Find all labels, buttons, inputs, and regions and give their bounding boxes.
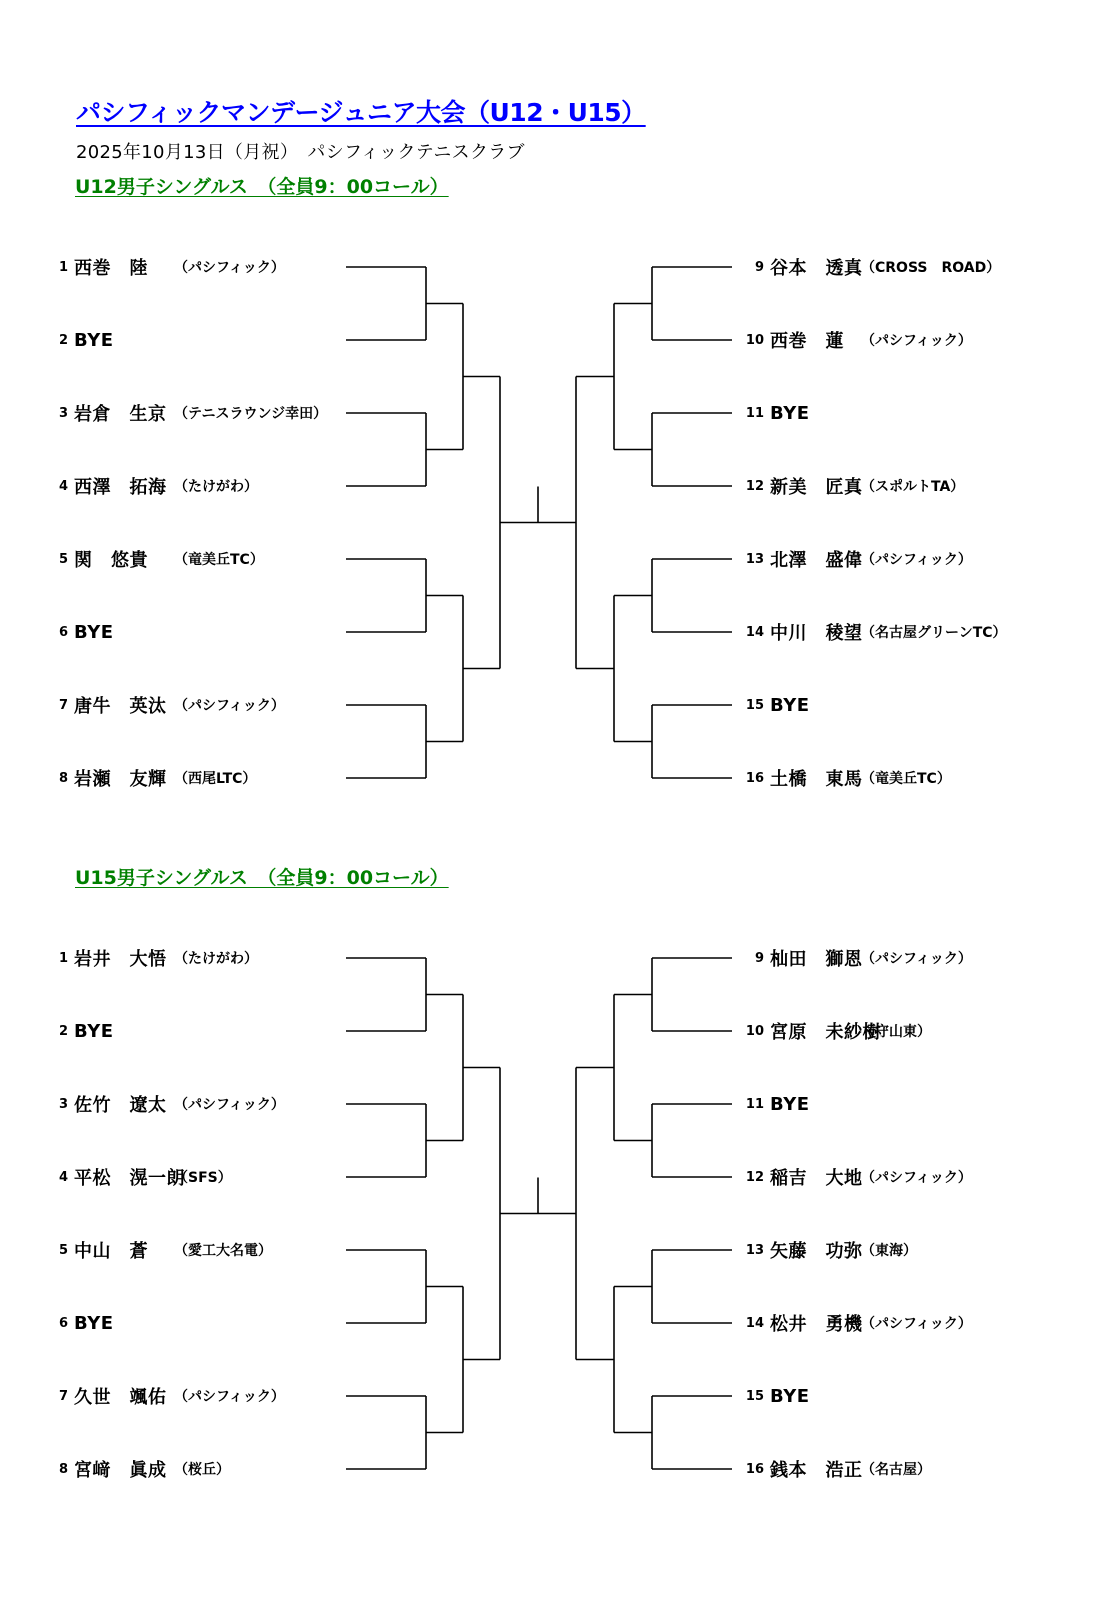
draw-entry — [738, 1237, 917, 1263]
player-club: （テニスラウンジ幸田） — [174, 406, 328, 422]
draw-entry — [54, 1164, 232, 1190]
player-club: （パシフィック） — [174, 698, 285, 714]
draw-entry — [738, 1018, 931, 1044]
player-name: BYE — [74, 1020, 114, 1042]
player-name: 宮﨑 眞成 — [74, 1460, 167, 1481]
draw-entry — [738, 1383, 810, 1409]
player-name: 杣田 獅恩 — [770, 949, 863, 970]
player-name: BYE — [770, 402, 810, 424]
draw-position-number: 12 — [745, 478, 764, 494]
player-club: （桜丘） — [174, 1462, 230, 1478]
player-name: 銭本 浩正 — [770, 1460, 863, 1481]
draw-entry — [54, 945, 258, 971]
draw-entry — [54, 1383, 285, 1409]
draw-position-number: 13 — [745, 1242, 764, 1258]
draw-position-number: 13 — [745, 551, 764, 567]
draw-entry — [54, 1018, 114, 1044]
player-club: （パシフィック） — [861, 1170, 972, 1186]
player-name: 矢藤 功弥 — [770, 1241, 863, 1262]
player-club: （パシフィック） — [174, 1389, 285, 1405]
draw-entry — [54, 1237, 272, 1263]
player-name: 岩倉 生京 — [74, 404, 167, 425]
draw-position-number: 7 — [58, 697, 68, 713]
draw-entry — [738, 1310, 972, 1336]
draw-position-number: 16 — [745, 1461, 764, 1477]
draw-position-number: 2 — [58, 332, 68, 348]
draw-position-number: 9 — [754, 259, 764, 275]
draw-position-number: 1 — [58, 950, 68, 966]
player-name: 岩井 大悟 — [74, 949, 167, 970]
draw-entry — [54, 1456, 230, 1482]
player-club: （パシフィック） — [861, 552, 972, 568]
player-club: （パシフィック） — [861, 1316, 972, 1332]
player-name: 新美 匠真 — [770, 477, 863, 498]
player-name: 中山 蒼 — [74, 1241, 148, 1262]
draw-position-number: 3 — [58, 1096, 68, 1112]
draw-position-number: 14 — [745, 624, 764, 640]
draw-position-number: 11 — [745, 1096, 764, 1112]
draw-position-number: 14 — [745, 1315, 764, 1331]
section-heading-u15: U15男子シングルス （全員9：00コール） — [75, 867, 449, 889]
draw-position-number: 5 — [58, 1242, 68, 1258]
draw-entry — [738, 1456, 931, 1482]
draw-position-number: 10 — [745, 332, 764, 348]
draw-position-number: 10 — [745, 1023, 764, 1039]
player-club: （名古屋） — [861, 1462, 931, 1478]
player-club: （西尾LTC） — [174, 771, 257, 787]
draw-position-number: 4 — [58, 1169, 68, 1185]
draw-position-number: 11 — [745, 405, 764, 421]
draw-entry — [738, 1091, 810, 1117]
player-name: 宮原 未紗樹 — [770, 1022, 881, 1043]
player-club: （守山東） — [861, 1024, 931, 1040]
draw-position-number: 5 — [58, 551, 68, 567]
player-club: （竜美丘TC） — [861, 771, 951, 787]
draw-position-number: 9 — [754, 950, 764, 966]
player-club: （愛工大名電） — [174, 1243, 272, 1259]
draw-position-number: 2 — [58, 1023, 68, 1039]
draw-position-number: 3 — [58, 405, 68, 421]
player-name: 松井 勇機 — [770, 1314, 863, 1335]
player-club: （たけがわ） — [174, 479, 258, 495]
player-club: （東海） — [861, 1243, 917, 1259]
player-club: （CROSS ROAD） — [861, 260, 1001, 276]
player-name: 佐竹 遼太 — [74, 1095, 167, 1116]
player-name: 平松 滉一朗 — [74, 1168, 185, 1189]
draw-position-number: 15 — [745, 1388, 764, 1404]
player-name: BYE — [74, 621, 114, 643]
player-club: （スポルトTA） — [861, 479, 965, 495]
player-name: 関 悠貴 — [74, 550, 148, 571]
draw-entry — [54, 1310, 114, 1336]
draw-entry — [54, 1091, 285, 1117]
event-date-venue: 2025年10月13日（月祝） パシフィックテニスクラブ — [76, 142, 525, 163]
player-club: （名古屋グリーンTC） — [861, 625, 1007, 641]
player-name: BYE — [770, 694, 810, 716]
player-club: （パシフィック） — [174, 260, 285, 276]
player-name: 土橋 東馬 — [770, 769, 863, 790]
draw-position-number: 6 — [58, 1315, 68, 1331]
draw-position-number: 15 — [745, 697, 764, 713]
player-club: （たけがわ） — [174, 951, 258, 967]
player-name: BYE — [74, 329, 114, 351]
player-name: BYE — [770, 1385, 810, 1407]
draw-position-number: 8 — [58, 770, 68, 786]
player-name: 西巻 蓮 — [770, 331, 844, 352]
page-title: パシフィックマンデージュニア大会（U12・U15） — [76, 98, 646, 127]
player-name: 西澤 拓海 — [74, 477, 167, 498]
player-club: （パシフィック） — [861, 951, 972, 967]
draw-position-number: 16 — [745, 770, 764, 786]
player-name: 中川 稜望 — [770, 623, 863, 644]
draw-position-number: 1 — [58, 259, 68, 275]
draw-entry — [738, 945, 972, 971]
draw-entry — [738, 1164, 972, 1190]
player-name: BYE — [74, 1312, 114, 1334]
player-name: 岩瀬 友輝 — [74, 769, 167, 790]
draw-position-number: 8 — [58, 1461, 68, 1477]
section-heading-u12: U12男子シングルス （全員9：00コール） — [75, 176, 449, 198]
player-name: 稲吉 大地 — [770, 1168, 863, 1189]
player-name: 北澤 盛偉 — [770, 550, 863, 571]
player-name: BYE — [770, 1093, 810, 1115]
player-name: 西巻 陸 — [74, 258, 148, 279]
player-club: （SFS） — [174, 1170, 232, 1186]
draw-position-number: 4 — [58, 478, 68, 494]
player-name: 谷本 透真 — [770, 258, 863, 279]
draw-position-number: 12 — [745, 1169, 764, 1185]
draw-position-number: 7 — [58, 1388, 68, 1404]
player-club: （パシフィック） — [174, 1097, 285, 1113]
draw-position-number: 6 — [58, 624, 68, 640]
player-name: 唐牛 英汰 — [74, 696, 167, 717]
player-club: （竜美丘TC） — [174, 552, 264, 568]
player-name: 久世 颯佑 — [74, 1387, 167, 1408]
player-club: （パシフィック） — [861, 333, 972, 349]
